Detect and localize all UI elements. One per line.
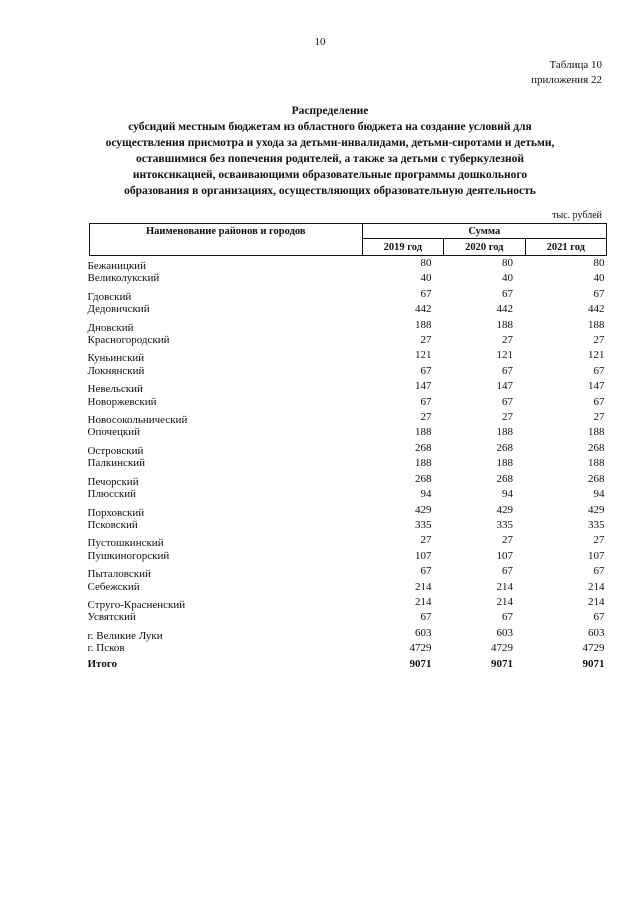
table-row bbox=[90, 348, 607, 363]
table-row bbox=[90, 287, 607, 302]
district-name: Невельский bbox=[87, 383, 143, 396]
value-2020: 121 bbox=[496, 349, 514, 362]
district-name: Бежаницкий bbox=[87, 260, 146, 272]
district-name: Островский bbox=[87, 444, 144, 457]
table-row bbox=[90, 518, 607, 533]
value-2020: 67 bbox=[502, 395, 514, 408]
value-2019: 121 bbox=[415, 349, 432, 362]
value-2021: 94 bbox=[593, 488, 605, 501]
district-name: Усвятский bbox=[87, 611, 136, 624]
column-header-name: Наименование районов и городов bbox=[90, 224, 363, 256]
value-2019: 27 bbox=[420, 411, 432, 424]
value-2019: 603 bbox=[415, 626, 432, 639]
value-2021: 603 bbox=[588, 626, 605, 639]
district-name: Великолукский bbox=[87, 272, 160, 285]
value-2020: 268 bbox=[496, 441, 514, 454]
table-row bbox=[90, 425, 607, 440]
value-2019: 94 bbox=[420, 488, 432, 501]
value-2020: 94 bbox=[502, 488, 514, 501]
district-name: г. Псков bbox=[87, 642, 125, 655]
value-2019: 67 bbox=[420, 611, 432, 624]
district-name: Плюсский bbox=[87, 488, 137, 501]
district-name: Новосокольнический bbox=[87, 414, 188, 427]
value-2020: 429 bbox=[496, 503, 514, 516]
units-label: тыс. рублей bbox=[552, 210, 602, 221]
value-2021: 67 bbox=[593, 611, 605, 624]
value-2020: 268 bbox=[496, 472, 514, 485]
district-name: Новоржевский bbox=[87, 395, 157, 408]
table-number: Таблица 10 bbox=[549, 59, 602, 71]
district-name: Красногородский bbox=[87, 334, 170, 347]
value-2021: 188 bbox=[588, 426, 605, 439]
value-2021: 67 bbox=[593, 565, 605, 578]
value-2021: 214 bbox=[588, 580, 605, 593]
column-header-year: 2020 год bbox=[444, 239, 525, 256]
table-row bbox=[90, 364, 607, 379]
value-2021: 121 bbox=[588, 349, 605, 362]
value-2020: 603 bbox=[496, 626, 514, 639]
value-2020: 214 bbox=[496, 580, 514, 593]
column-header-year: 2019 год bbox=[362, 239, 443, 256]
table-row bbox=[90, 626, 607, 641]
column-header-sum: Сумма bbox=[362, 224, 606, 239]
value-2019: 147 bbox=[415, 380, 432, 393]
value-2019: 40 bbox=[420, 272, 432, 285]
value-2019: 214 bbox=[415, 580, 432, 593]
district-name: Себежский bbox=[87, 580, 140, 593]
value-2021: 80 bbox=[593, 257, 605, 269]
value-2020: 147 bbox=[496, 380, 514, 393]
document-heading bbox=[80, 103, 580, 199]
value-2019: 188 bbox=[415, 426, 432, 439]
table-body bbox=[87, 256, 607, 672]
table-row bbox=[90, 641, 607, 656]
district-name: Куньинский bbox=[87, 352, 145, 365]
value-2020: 67 bbox=[502, 565, 514, 578]
column-header-year: 2021 год bbox=[525, 239, 606, 256]
table-row bbox=[90, 580, 607, 595]
page-number: 10 bbox=[314, 36, 326, 48]
total-2020: 9071 bbox=[491, 657, 514, 670]
value-2019: 67 bbox=[420, 364, 432, 377]
value-2021: 107 bbox=[588, 549, 605, 562]
value-2021: 335 bbox=[588, 518, 605, 531]
table-row bbox=[90, 487, 607, 502]
value-2020: 188 bbox=[496, 318, 514, 331]
district-name: Псковский bbox=[87, 518, 138, 531]
table-row bbox=[90, 256, 607, 272]
value-2019: 27 bbox=[420, 534, 432, 547]
value-2021: 429 bbox=[588, 503, 605, 516]
value-2021: 268 bbox=[588, 441, 605, 454]
value-2019: 188 bbox=[415, 457, 432, 470]
value-2020: 442 bbox=[496, 303, 514, 316]
table-row bbox=[90, 395, 607, 410]
district-name: Дедовичский bbox=[87, 303, 150, 316]
district-name: Локнянский bbox=[87, 364, 145, 377]
value-2020: 188 bbox=[496, 457, 514, 470]
table-row bbox=[90, 503, 607, 518]
district-name: г. Великие Луки bbox=[87, 629, 163, 642]
value-2019: 268 bbox=[415, 441, 432, 454]
distribution-table bbox=[89, 223, 607, 672]
value-2021: 147 bbox=[588, 380, 605, 393]
value-2020: 27 bbox=[502, 534, 514, 547]
value-2020: 188 bbox=[496, 426, 514, 439]
table-row bbox=[90, 456, 607, 471]
appendix-number: приложения 22 bbox=[531, 74, 602, 86]
table-row bbox=[90, 549, 607, 564]
value-2021: 67 bbox=[593, 287, 605, 300]
value-2019: 429 bbox=[415, 503, 432, 516]
heading-title: Распределение bbox=[291, 105, 369, 117]
value-2020: 214 bbox=[496, 595, 514, 608]
table-row bbox=[90, 564, 607, 579]
value-2019: 27 bbox=[420, 334, 432, 347]
district-name: Пустошкинский bbox=[87, 537, 164, 550]
value-2019: 335 bbox=[415, 518, 432, 531]
value-2021: 4729 bbox=[582, 642, 605, 655]
value-2020: 40 bbox=[502, 272, 514, 285]
value-2020: 67 bbox=[502, 364, 514, 377]
value-2019: 107 bbox=[415, 549, 432, 562]
total-2019: 9071 bbox=[409, 657, 432, 670]
table-row bbox=[90, 595, 607, 610]
value-2021: 40 bbox=[593, 272, 605, 285]
total-row bbox=[90, 657, 607, 672]
district-name: Опочецкий bbox=[87, 426, 140, 439]
value-2021: 27 bbox=[593, 334, 605, 347]
value-2021: 442 bbox=[588, 303, 605, 316]
district-name: Гдовский bbox=[87, 290, 132, 303]
table-row bbox=[90, 302, 607, 317]
value-2020: 67 bbox=[502, 611, 514, 624]
table-row bbox=[90, 441, 607, 456]
value-2019: 67 bbox=[420, 287, 432, 300]
district-name: Пушкиногорский bbox=[87, 549, 170, 562]
value-2020: 335 bbox=[496, 518, 514, 531]
value-2020: 80 bbox=[502, 257, 514, 269]
value-2020: 67 bbox=[502, 287, 514, 300]
value-2021: 67 bbox=[593, 364, 605, 377]
value-2019: 442 bbox=[415, 303, 432, 316]
heading-line: интоксикацией, осваивающими образовательные программы дошкольного bbox=[132, 169, 528, 181]
table-row bbox=[90, 610, 607, 625]
table-reference bbox=[531, 58, 602, 88]
district-name: Дновский bbox=[87, 321, 134, 334]
value-2021: 268 bbox=[588, 472, 605, 485]
value-2021: 214 bbox=[588, 595, 605, 608]
table-row bbox=[90, 379, 607, 394]
value-2021: 188 bbox=[588, 457, 605, 470]
value-2021: 67 bbox=[593, 395, 605, 408]
value-2019: 67 bbox=[420, 395, 432, 408]
table-row bbox=[90, 410, 607, 425]
table-row bbox=[90, 472, 607, 487]
district-name: Струго-Красненский bbox=[87, 598, 186, 611]
value-2019: 67 bbox=[420, 565, 432, 578]
value-2019: 214 bbox=[415, 595, 432, 608]
value-2020: 27 bbox=[502, 411, 514, 424]
value-2021: 188 bbox=[588, 318, 605, 331]
value-2021: 27 bbox=[593, 411, 605, 424]
value-2019: 4729 bbox=[409, 642, 432, 655]
district-name: Палкинский bbox=[87, 457, 146, 470]
value-2020: 107 bbox=[496, 549, 514, 562]
district-name: Пыталовский bbox=[87, 568, 151, 581]
heading-line: образования в организациях, осуществляющих образовательную деятельность bbox=[124, 185, 536, 197]
heading-line: субсидий местным бюджетам из областного бюджета на создание условий для bbox=[128, 121, 532, 133]
value-2019: 80 bbox=[420, 257, 432, 269]
value-2020: 4729 bbox=[491, 642, 514, 655]
heading-line: оставшимися без попечения родителей, а также за детьми с туберкулезной bbox=[136, 153, 524, 165]
value-2019: 188 bbox=[415, 318, 432, 331]
value-2019: 268 bbox=[415, 472, 432, 485]
district-name: Порховский bbox=[87, 506, 145, 519]
table-row bbox=[90, 318, 607, 333]
value-2021: 27 bbox=[593, 534, 605, 547]
total-2021: 9071 bbox=[582, 657, 605, 670]
total-label: Итого bbox=[87, 657, 118, 670]
value-2020: 27 bbox=[502, 334, 514, 347]
heading-line: осуществления присмотра и ухода за детьми-инвалидами, детьми-сиротами и детьми, bbox=[105, 137, 555, 149]
table-row bbox=[90, 533, 607, 548]
district-name: Печорский bbox=[87, 475, 139, 488]
table-row bbox=[90, 271, 607, 286]
table-row bbox=[90, 333, 607, 348]
